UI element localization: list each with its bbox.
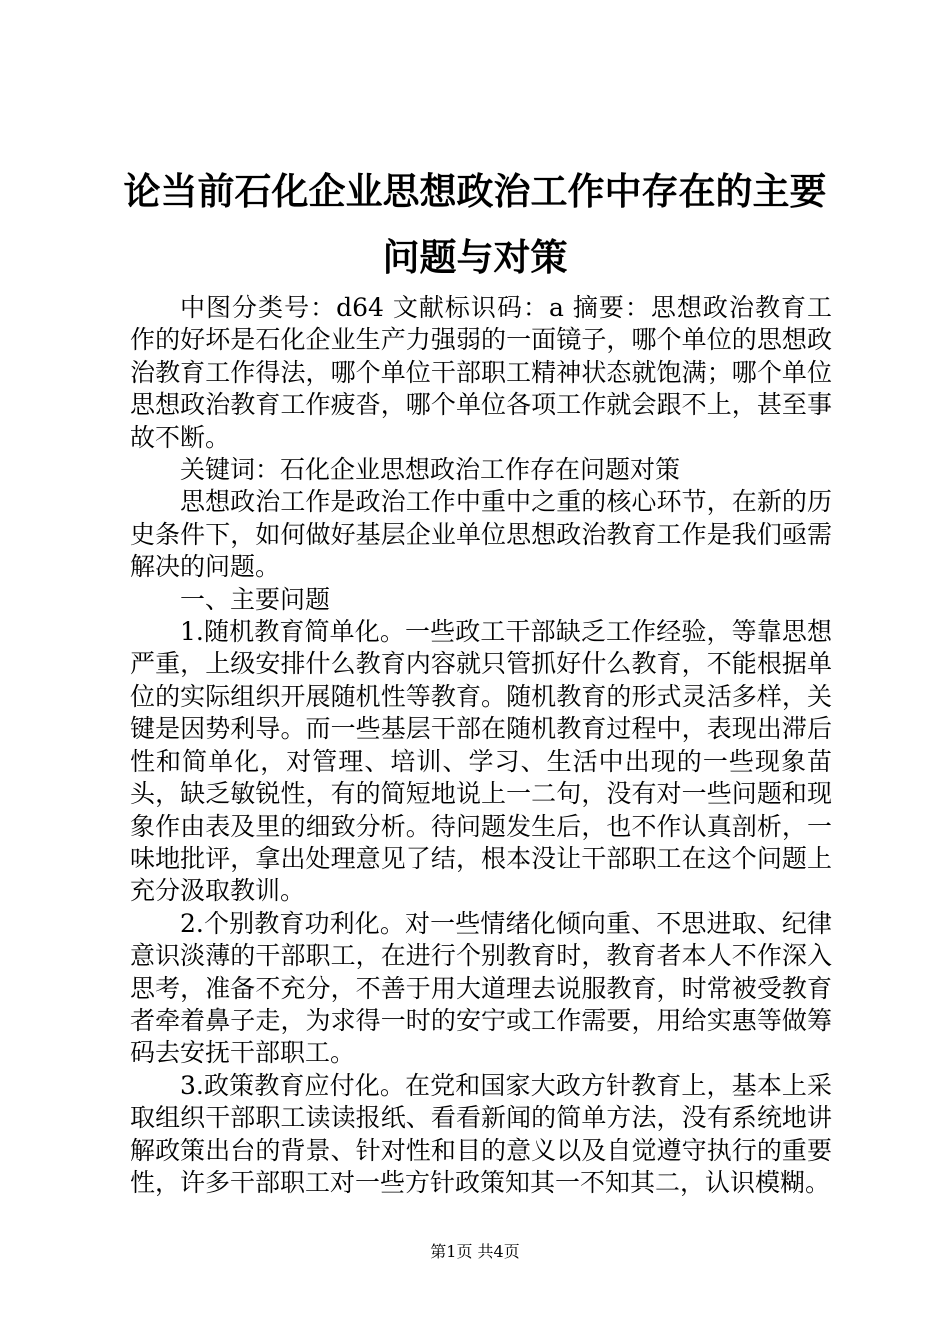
problem-paragraph-2: 2.个别教育功利化。对一些情绪化倾向重、不思进取、纪律意识淡薄的干部职工，在进行个别教育时，教育者本人不作深入思考，准备不充分，不善于用大道理去说服教育，时常被受教育者牵着鼻子走，为求得一时的安宁或工作需要，用给实惠等做筹码去安抚干部职工。 [130, 908, 832, 1068]
section-heading: 一、主要问题 [180, 584, 331, 614]
document-title: 论当前石化企业思想政治工作中存在的主要问题与对策 [123, 169, 827, 279]
problem-paragraph-1: 1.随机教育简单化。一些政工干部缺乏工作经验，等靠思想严重，上级安排什么教育内容就只管抓好什么教育，不能根据单位的实际组织开展随机性等教育。随机教育的形式灵活多样，关键是因势利导。而一些基层干部在随机教育过程中，表现出滞后性和简单化，对管理、培训、学习、生活中出现的一些现象苗头，缺乏敏锐性，有的简短地说上一二句，没有对一些问题和现象作由表及里的细致分析。待问题发生后，也不作认真剖析，一味地批评，拿出处理意见了结，根本没让干部职工在这个问题上充分汲取教训。 [130, 617, 832, 906]
intro-paragraph: 思想政治工作是政治工作中重中之重的核心环节，在新的历史条件下，如何做好基层企业单位思想政治教育工作是我们亟需解决的问题。 [130, 487, 832, 582]
abstract-paragraph: 中图分类号：d64 文献标识码：a 摘要：思想政治教育工作的好坏是石化企业生产力强弱的一面镜子，哪个单位的思想政治教育工作得法，哪个单位干部职工精神状态就饱满；哪个单位思想政治教育工作疲沓，哪个单位各项工作就会跟不上，甚至事故不断。 [130, 293, 832, 452]
document-body [130, 292, 832, 1199]
page-number-footer: 第1页 共4页 [430, 1242, 520, 1261]
keywords-paragraph: 关键词：石化企业思想政治工作存在问题对策 [180, 455, 681, 485]
problem-paragraph-3: 3.政策教育应付化。在党和国家大政方针教育上，基本上采取组织干部职工读读报纸、看看新闻的简单方法，没有系统地讲解政策出台的背景、针对性和目的意义以及自觉遵守执行的重要性，许多干部职工对一些方针政策知其一不知其二，认识模糊。 [130, 1070, 832, 1197]
